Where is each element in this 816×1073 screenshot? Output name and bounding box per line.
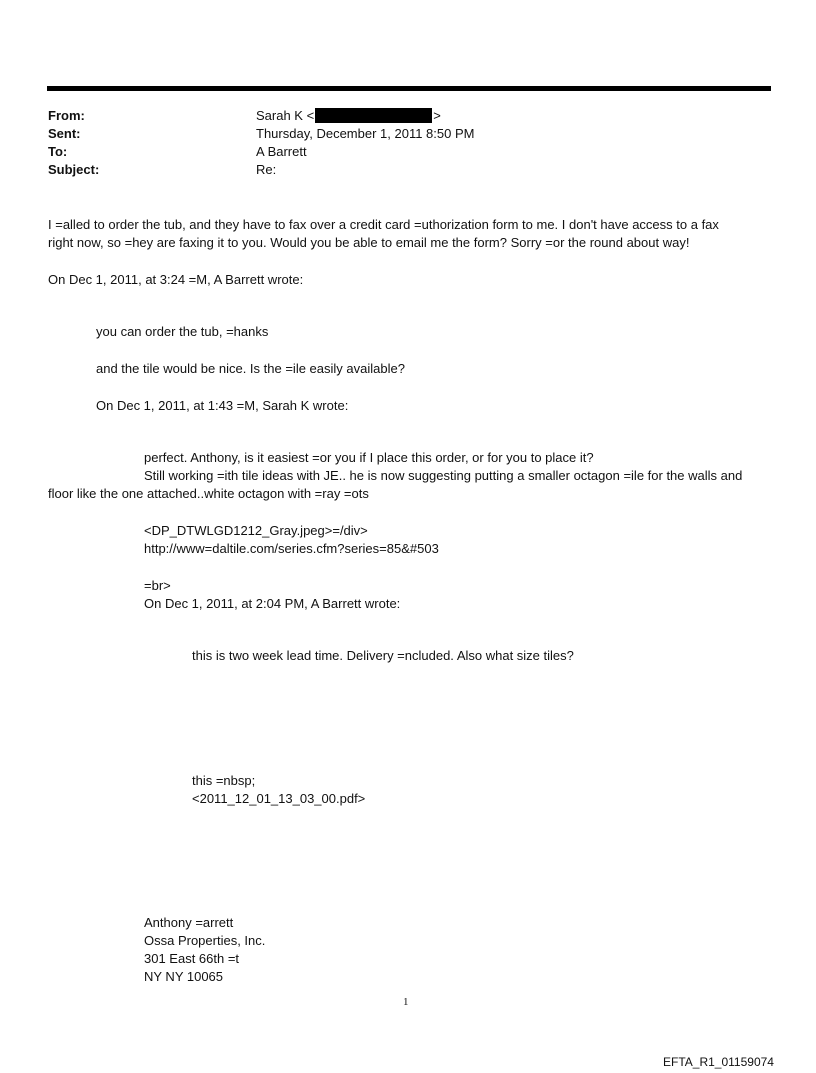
from-value	[256, 107, 441, 125]
quote-line: and the tile would be nice. Is the =ile easily available?	[96, 361, 405, 376]
quote-line: you can order the tub, =hanks	[96, 324, 269, 339]
body-line: I =alled to order the tub, and they have to fax over a credit card =uthorization form to me. I don't have access to a fax	[48, 217, 719, 232]
quote-line: this =nbsp;	[192, 773, 256, 788]
quote-header: On Dec 1, 2011, at 2:04 PM, A Barrett wrote:	[144, 596, 401, 611]
to-label: To:	[48, 144, 68, 159]
tile-link: http://www=daltile.com/series.cfm?series=85&#503	[144, 541, 439, 556]
sent-label: Sent:	[48, 126, 81, 141]
to-value: A Barrett	[256, 144, 307, 159]
body-line: right now, so =hey are faxing it to you. Would you be able to email me the form? Sorry =or the round about way!	[48, 235, 690, 250]
document-id: EFTA_R1_01159074	[663, 1055, 774, 1069]
attachment-name: <2011_12_01_13_03_00.pdf>	[192, 791, 366, 806]
attachment-name: <DP_DTWLGD1212_Gray.jpeg>=/div>	[144, 523, 368, 538]
signature-street: 301 East 66th =t	[144, 951, 240, 966]
from-label: From:	[48, 108, 85, 123]
page-number: 1	[403, 996, 409, 1008]
quote-line: this is two week lead time. Delivery =ncluded. Also what size tiles?	[192, 648, 574, 663]
redaction-box	[315, 108, 432, 123]
from-suffix: >	[433, 108, 441, 123]
quote-line: floor like the one attached..white octagon with =ray =ots	[48, 486, 369, 501]
sent-value: Thursday, December 1, 2011 8:50 PM	[256, 126, 475, 141]
from-name: Sarah K <	[256, 108, 315, 123]
signature-company: Ossa Properties, Inc.	[144, 933, 266, 948]
quote-line: Still working =ith tile ideas with JE.. he is now suggesting putting a smaller octagon =ile for the walls and	[144, 468, 743, 483]
quote-header: On Dec 1, 2011, at 3:24 =M, A Barrett wrote:	[48, 272, 304, 287]
header-rule	[47, 86, 771, 91]
subject-label: Subject:	[48, 162, 100, 177]
quote-header: On Dec 1, 2011, at 1:43 =M, Sarah K wrote:	[96, 398, 349, 413]
signature-city: NY NY 10065	[144, 969, 224, 984]
subject-value: Re:	[256, 162, 277, 177]
quote-line: perfect. Anthony, is it easiest =or you if I place this order, or for you to place it?	[144, 450, 594, 465]
quote-line: =br>	[144, 578, 171, 593]
signature-name: Anthony =arrett	[144, 915, 234, 930]
